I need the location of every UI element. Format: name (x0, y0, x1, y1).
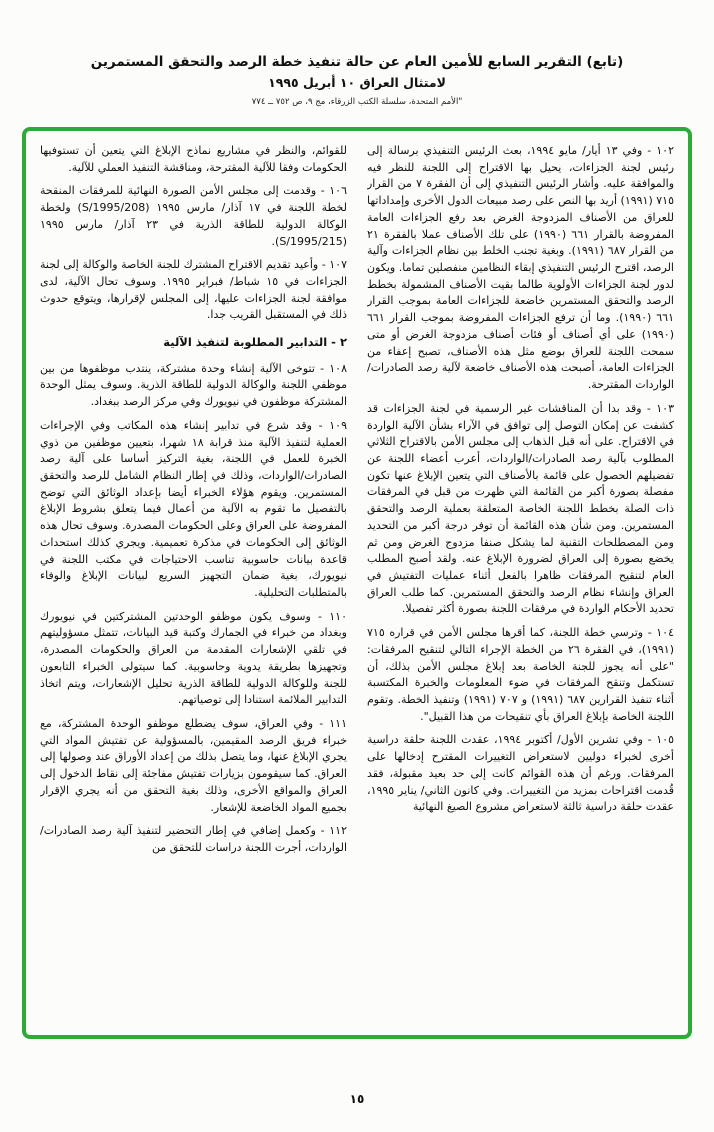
two-column-layout (40, 143, 674, 1025)
paragraph-107: ١٠٧ - وأعيد تقديم الاقتراح المشترك للجنة الخاصة والوكالة إلى لجنة الجزاءات في ١٥ شباط/ فبراير ١٩٩٥. وسوف تحال الآلية، لدى موافقة لجنة الجزاءات عليها، إلى المجلس لإقرارها، ويتوقع حدوث ذلك في المستقبل القريب جدا. (40, 258, 347, 322)
paragraph-106: ١٠٦ - وقدمت إلى مجلس الأمن الصورة النهائية للمرفقات المنقحة لخطة اللجنة في ١٧ آذار/ مارس ١٩٩٥ (S/1995/208) ولخطة الوكالة الدولية للطاقة الذرية في ٢٣ آذار/ مارس ١٩٩٥ (S/1995/215). (40, 184, 347, 248)
right-column (367, 143, 674, 1025)
paragraph-104: ١٠٤ - وترسي خطة اللجنة، كما أقرها مجلس الأمن في قراره ٧١٥ (١٩٩١)، في الفقرة ٢٦ من الخطة الإجراء التالي لتنقيح المرفقات: "على أنه يجوز للجنة الخاصة بعد إبلاغ مجلس الأمن بذلك، أن تستكمل وتنقح المرفقات في ضوء المعلومات والخبرة المكتسبة أثناء تنفيذ القرارين ٦٨٧ (١٩٩١) و ٧٠٧ (١٩٩١) وتنفيذ الخطة. وتقوم اللجنة الخاصة بإبلاغ العراق بأي تنقيحات من هذا القبيل". (367, 626, 674, 723)
paragraph-110: ١١٠ - وسوف يكون موظفو الوحدتين المشتركتين في نيويورك وبغداد من خبراء في الجمارك وكتبة قيد البيانات، تتمثل مسؤوليتهم في تلقي الإشعارات المقدمة من العراق والحكومات المصدرة، وتجهيزها بطريقة يدوية وحاسوبية. كما سيتولى الخبراء التابعون للجنة وللوكالة الدولية للطاقة الذرية تحليل الإشعارات، ويتم اتخاذ التدابير الملائمة استنادا إلى توصياتهم. (40, 609, 347, 707)
paragraph-108: ١٠٨ - تتوخى الآلية إنشاء وحدة مشتركة، ينتدب موظفوها من بين موظفي اللجنة والوكالة الدولية للطاقة الذرية. وسوف يمثل الوحدة المشتركة موظفون في نيويورك وفي مركز الرصد ببغداد. (40, 361, 347, 409)
paragraph-continuation: للقوائم، والنظر في مشاريع نماذج الإبلاغ التي يتعين أن تستوفيها الحكومات وفقا للآلية المقترحة، ومناقشة التنفيذ العملي للآلية. (40, 144, 347, 174)
paragraph-105: ١٠٥ - وفي تشرين الأول/ أكتوبر ١٩٩٤، عقدت اللجنة حلقة دراسية أخرى لخبراء دوليين لاستعراض التغييرات المقترح إدخالها على المرفقات. ورغم أن هذه القوائم كانت إلى حد بعيد مقبولة، فقد قُدمت اقتراحات بمزيد من التغييرات. وفي كانون الثاني/ يناير ١٩٩٥، عقدت حلقة دراسية ثالثة لاستعراض مشروع الصيغ النهائية (367, 733, 674, 814)
left-column (40, 143, 347, 1025)
page-header (0, 0, 714, 107)
page-number: ١٥ (349, 1092, 365, 1106)
paragraph-103: ١٠٣ - وقد بدا أن المناقشات غير الرسمية في لجنة الجزاءات قد كشفت عن إمكان التوصل إلى توافق في الآراء بشأن الآلية الواردة في الاقتراح. على أنه قبل الذهاب إلى مجلس الأمن بالاقتراح الثلاثي المطلوب بآلية رصد الصادرات/الواردات، أعرب أعضاء اللجنة عن تفضيلهم الحصول على قائمة بالأصناف التي يتعين الإبلاغ عنها تكون مفصلة بصورة أكبر من القائمة التي ظهرت من قبل في المرفقات ذات الصلة بخطط اللجنة الخاصة المتعلقة بعملية الرصد والتحقق المستمرين. ومن شأن هذه القائمة أن توفر درجة أكبر من التحديد ومن المصطلحات التقنية لما يشكل صنفا مزدوج الغرض ومن ثم يخضع بصورة إلى العراق لضرورة الإبلاغ عنه. ولقد أصبح المطلب العام لتنقيح المرفقات ظاهرا بالفعل أثناء عمليات التفتيش في العراق وإنشاء نظام الرصد والتحقق المستمرين. كما طلب العراق تحديد الأحكام الواردة في مرفقات اللجنة بصورة أكثر تفصيلا. (367, 401, 674, 616)
source-caption: "الأمم المتحدة، سلسلة الكتب الزرقاء، مج ٩، ص ٧٥٢ ــ ٧٧٤ (251, 96, 463, 107)
paragraph-111: ١١١ - وفي العراق، سوف يضطلع موظفو الوحدة المشتركة، مع خبراء فريق الرصد المقيمين، بالمسؤولية عن تفتيش المواد التي يجري الإبلاغ عنها، وما يتصل بذلك من إعداد الأوراق عند وصولها إلى العراق. كما سيقومون بزيارات تفتيش مفاجئة إلى نقاط الدخول إلى العراق والمواقع الأخرى، وذلك بغية التحقق من أنه يجري الإقرار بجميع المواد الخاضعة للإشعار. (40, 717, 347, 814)
paragraph-112: ١١٢ - وكعمل إضافي في إطار التحضير لتنفيذ آلية رصد الصادرات/الواردات، أجرت اللجنة دراسات للتحقق من (40, 824, 347, 855)
paragraph-109: ١٠٩ - وقد شرع في تدابير إنشاء هذه المكاتب وفي الإجراءات العملية لتنفيذ الآلية منذ قرابة ١٨ شهرا، بتعيين موظفين من ذوي الخبرة للعمل في اللجنة، بغية التركيز أساسا على آلية رصد الصادرات/الواردات، وذلك في إطار النظام الشامل للرصد والتحقق المستمرين. ويقوم هؤلاء الخبراء أيضا بإعداد الوثائق التي توضح بالتفصيل ما تقوم به الآلية من أعمال فيما يتعلق بشروط الإبلاغ المفروضة على العراق وعلى الحكومات المصدرة. وسوف تحال هذه الوثائق إلى الحكومات في مذكرة تعميمية. ويجري كذلك استحداث قاعدة بيانات حاسوبية تناسب الاحتياجات في مكتب اللجنة في نيويورك، بغية ضمان التجهيز السريع لبيانات الإبلاغ والوفاء بالمتطلبات التحليلية. (40, 418, 347, 599)
content-box (22, 127, 692, 1039)
page-title-line2: لامتثال العراق ١٠ أبريل ١٩٩٥ (268, 75, 446, 91)
paragraph-102: ١٠٢ - وفي ١٣ أيار/ مايو ١٩٩٤، بعث الرئيس التنفيذي برسالة إلى رئيس لجنة الجزاءات، يحيل بها الاقتراح إلى اللجنة للنظر فيه والموافقة عليه. وأشار الرئيس التنفيذي إلى أن الفقرة ٧ من القرار ٧١٥ (١٩٩١) أريد بها النص على رصد مبيعات الدول الأخرى وإمداداتها للعراق من الأصناف المزدوجة الغرض بعد رفع الجزاءات العامة المفروضة بالقرار ٦٦١ (١٩٩٠) على تلك الأصناف عملا بالفقرة ٢١ من القرار ٦٨٧ (١٩٩١). وبغية تجنب الخلط بين نظام الجزاءات وآلية الرصد، اقترح الرئيس التنفيذي إبقاء النظامين منفصلين تماما. ويكون لدور لجنة الجزاءات الأولوية طالما بقيت الأصناف المشمولة بخطط الرصد والتحقق المستمرين خاضعة للجزاءات العامة بموجب القرار ٦٦١ (١٩٩٠). وما أن ترفع الجزاءات المفروضة بموجب القرار ٦٦١ (١٩٩٠) على أي أصناف أو فئات أصناف مزدوجة الغرض أو متى سمحت اللجنة للعراق بوضع مثل هذه الأصناف، تصبح إعفاء من الجزاءات العامة، أصبحت هذه الأصناف خاضعة لآلية رصد الصادرات/الواردات المقترحة. (367, 144, 674, 392)
section-heading: ٢ - التدابير المطلوبة لتنفيذ الآلية (163, 335, 347, 350)
page-title-line1: (تابع) التقرير السابع للأمين العام عن حالة تنفيذ خطة الرصد والتحقق المستمرين (90, 54, 624, 70)
